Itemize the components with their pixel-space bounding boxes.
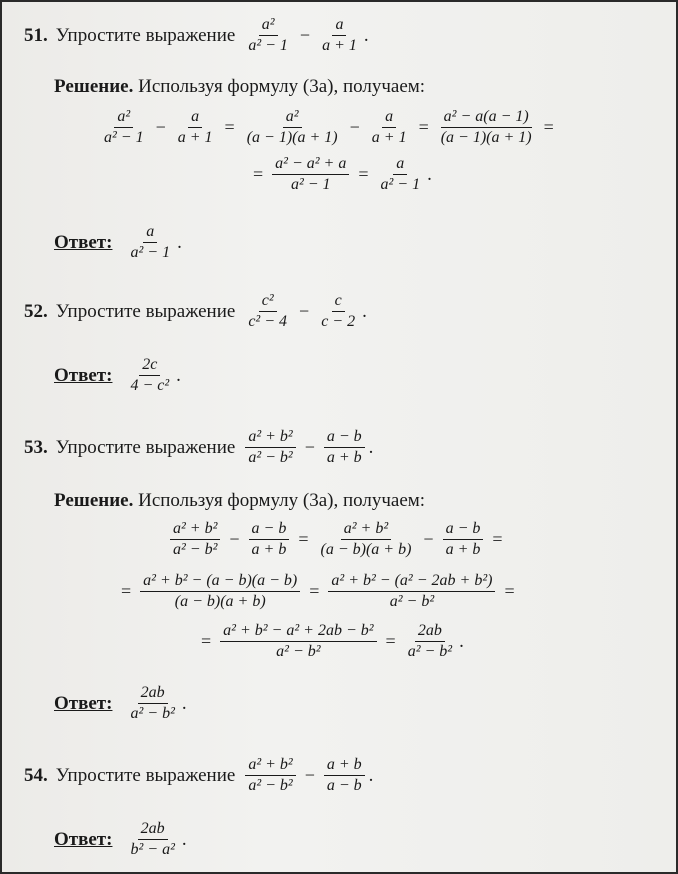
problem-number: 54. — [24, 764, 48, 786]
answer-fraction: $\frac{2ab}{\text{b² − a²}}$ — [130, 820, 175, 859]
fraction: $\frac{a - b}{a + b}$ — [249, 520, 290, 560]
operator: = — [298, 529, 309, 550]
operator: − — [229, 529, 240, 550]
problem-number: 51. — [24, 24, 48, 46]
problem-51-solution-step-1 — [98, 108, 560, 148]
fraction: $\frac{\text{a² − a² + a}}{\text{a² − 1}}$ — [272, 155, 349, 195]
task-text: Упростите выражение — [55, 300, 236, 322]
fraction: $\frac{a - b}{a + b}$ — [443, 520, 484, 560]
operator: − — [349, 117, 360, 138]
problem-53-solution-step-1 — [167, 520, 509, 560]
operator: = — [543, 117, 554, 138]
problem-52-statement: 52. Упростите выражение $\frac{\text{c²}}{\text{c² − 4}}$ − $\frac{c}{c - 2}$ . — [24, 292, 367, 331]
fraction: $\frac{a}{a + 1}$ — [177, 108, 213, 147]
problem-53-solution-intro — [54, 490, 425, 512]
problem-53-solution-step-2 — [115, 572, 521, 612]
fraction: $\frac{\text{a² + b² − a² + 2ab − b²}}{\text{a² − b²}}$ — [220, 622, 376, 662]
problem-54-answer: Ответ: $\frac{2ab}{\text{b² − a²}}$ . — [54, 820, 187, 859]
problem-number: 52. — [24, 300, 48, 322]
operator: = — [418, 117, 429, 138]
problem-51-statement: 51. Упростите выражение $\frac{\text{a²}}{\text{a² − 1}}$ − $\frac{a}{a + 1}$ . — [24, 16, 369, 55]
answer-label: Ответ: — [54, 231, 113, 253]
problem-53-solution-step-3: = $\frac{\text{a² + b² − a² + 2ab − b²}}{\text{a² − b²}}$ = $\frac{2ab}{\text{a² − b²}}$ . — [201, 622, 464, 661]
fraction: $\frac{a}{a + 1}$ — [322, 16, 357, 55]
solution-text: Используя формулу (3а), получаем: — [138, 76, 426, 97]
task-text: Упростите выражение — [55, 436, 236, 458]
operator: = — [309, 581, 320, 602]
fraction: $\frac{\text{a² + b²}}{\text{a² − b²}}$ — [245, 428, 295, 468]
operator: − — [155, 117, 166, 138]
fraction: $\frac{\text{a² + b²}}{\text{a² − b²}}$ — [245, 756, 295, 796]
solution-label: Решение. — [54, 76, 134, 97]
answer-label: Ответ: — [54, 364, 113, 386]
solution-label: Решение. — [54, 490, 134, 511]
fraction: $\frac{a}{a + 1}$ — [371, 108, 407, 147]
task-text: Упростите выражение — [55, 764, 236, 786]
operator: = — [224, 117, 235, 138]
fraction: $\frac{\text{a² + b² − (a − b)(a − b)}}{(a - b)(a + b)}$ — [140, 572, 300, 612]
answer-fraction: $\frac{a}{\text{a² − 1}}$ — [130, 223, 171, 262]
fraction: $\frac{\text{c²}}{\text{c² − 4}}$ — [248, 292, 288, 331]
problem-51-solution-step-2: = $\frac{\text{a² − a² + a}}{\text{a² − 1}}$ = $\frac{a}{\text{a² − 1}}$ . — [253, 155, 432, 194]
operator: = — [504, 581, 515, 602]
task-text: Упростите выражение — [55, 24, 236, 46]
problem-52-answer: Ответ: $\frac{2c}{\text{4 − c²}}$ . — [54, 356, 181, 395]
problem-53-answer: Ответ: $\frac{2ab}{\text{a² − b²}}$ . — [54, 684, 187, 723]
fraction: $\frac{a}{\text{a² − 1}}$ — [380, 155, 421, 194]
fraction: $\frac{c}{c - 2}$ — [321, 292, 356, 331]
fraction: $\frac{\text{a² + b² − (a² − 2ab + b²)}}{\text{a² − b²}}$ — [328, 572, 495, 612]
operator: = — [492, 529, 503, 550]
solution-text: Используя формулу (3а), получаем: — [138, 490, 426, 511]
operator: = — [121, 581, 132, 602]
operator: − — [423, 529, 434, 550]
fraction: $\frac{\text{a²}}{\text{a² − 1}}$ — [248, 16, 288, 55]
operator: = — [253, 164, 264, 185]
operator: = — [385, 631, 396, 652]
problem-number: 53. — [24, 436, 48, 458]
operator: = — [201, 631, 212, 652]
fraction: $\frac{\text{a²}}{\text{a² − 1}}$ — [104, 108, 144, 147]
answer-fraction: $\frac{2c}{\text{4 − c²}}$ — [130, 356, 170, 395]
problem-51-answer: Ответ: $\frac{a}{\text{a² − 1}}$ . — [54, 223, 182, 262]
fraction: $\frac{\text{a² + b²}}{(a - b)(a + b)}$ — [320, 520, 412, 559]
answer-label: Ответ: — [54, 828, 113, 850]
operator: = — [358, 164, 369, 185]
fraction: $\frac{\text{a² − a(a − 1)}}{(a - 1)(a + 1)}$ — [440, 108, 532, 147]
fraction: $\frac{a + b}{a - b}$ — [324, 756, 365, 796]
fraction: $\frac{2ab}{\text{a² − b²}}$ — [407, 622, 453, 661]
fraction: $\frac{\text{a²}}{(a - 1)(a + 1)}$ — [246, 108, 338, 147]
fraction: $\frac{\text{a² + b²}}{\text{a² − b²}}$ — [170, 520, 220, 560]
problem-53-statement: 53. Упростите выражение $\frac{\text{a² + b²}}{\text{a² − b²}}$ − $\frac{a - b}{a + b}$ . — [24, 428, 374, 467]
problem-51-solution-intro — [54, 76, 425, 98]
answer-fraction: $\frac{2ab}{\text{a² − b²}}$ — [130, 684, 175, 723]
fraction: $\frac{a - b}{a + b}$ — [324, 428, 365, 468]
answer-label: Ответ: — [54, 692, 113, 714]
problem-54-statement: 54. Упростите выражение $\frac{\text{a² + b²}}{\text{a² − b²}}$ − $\frac{a + b}{a - b}$ . — [24, 756, 374, 795]
